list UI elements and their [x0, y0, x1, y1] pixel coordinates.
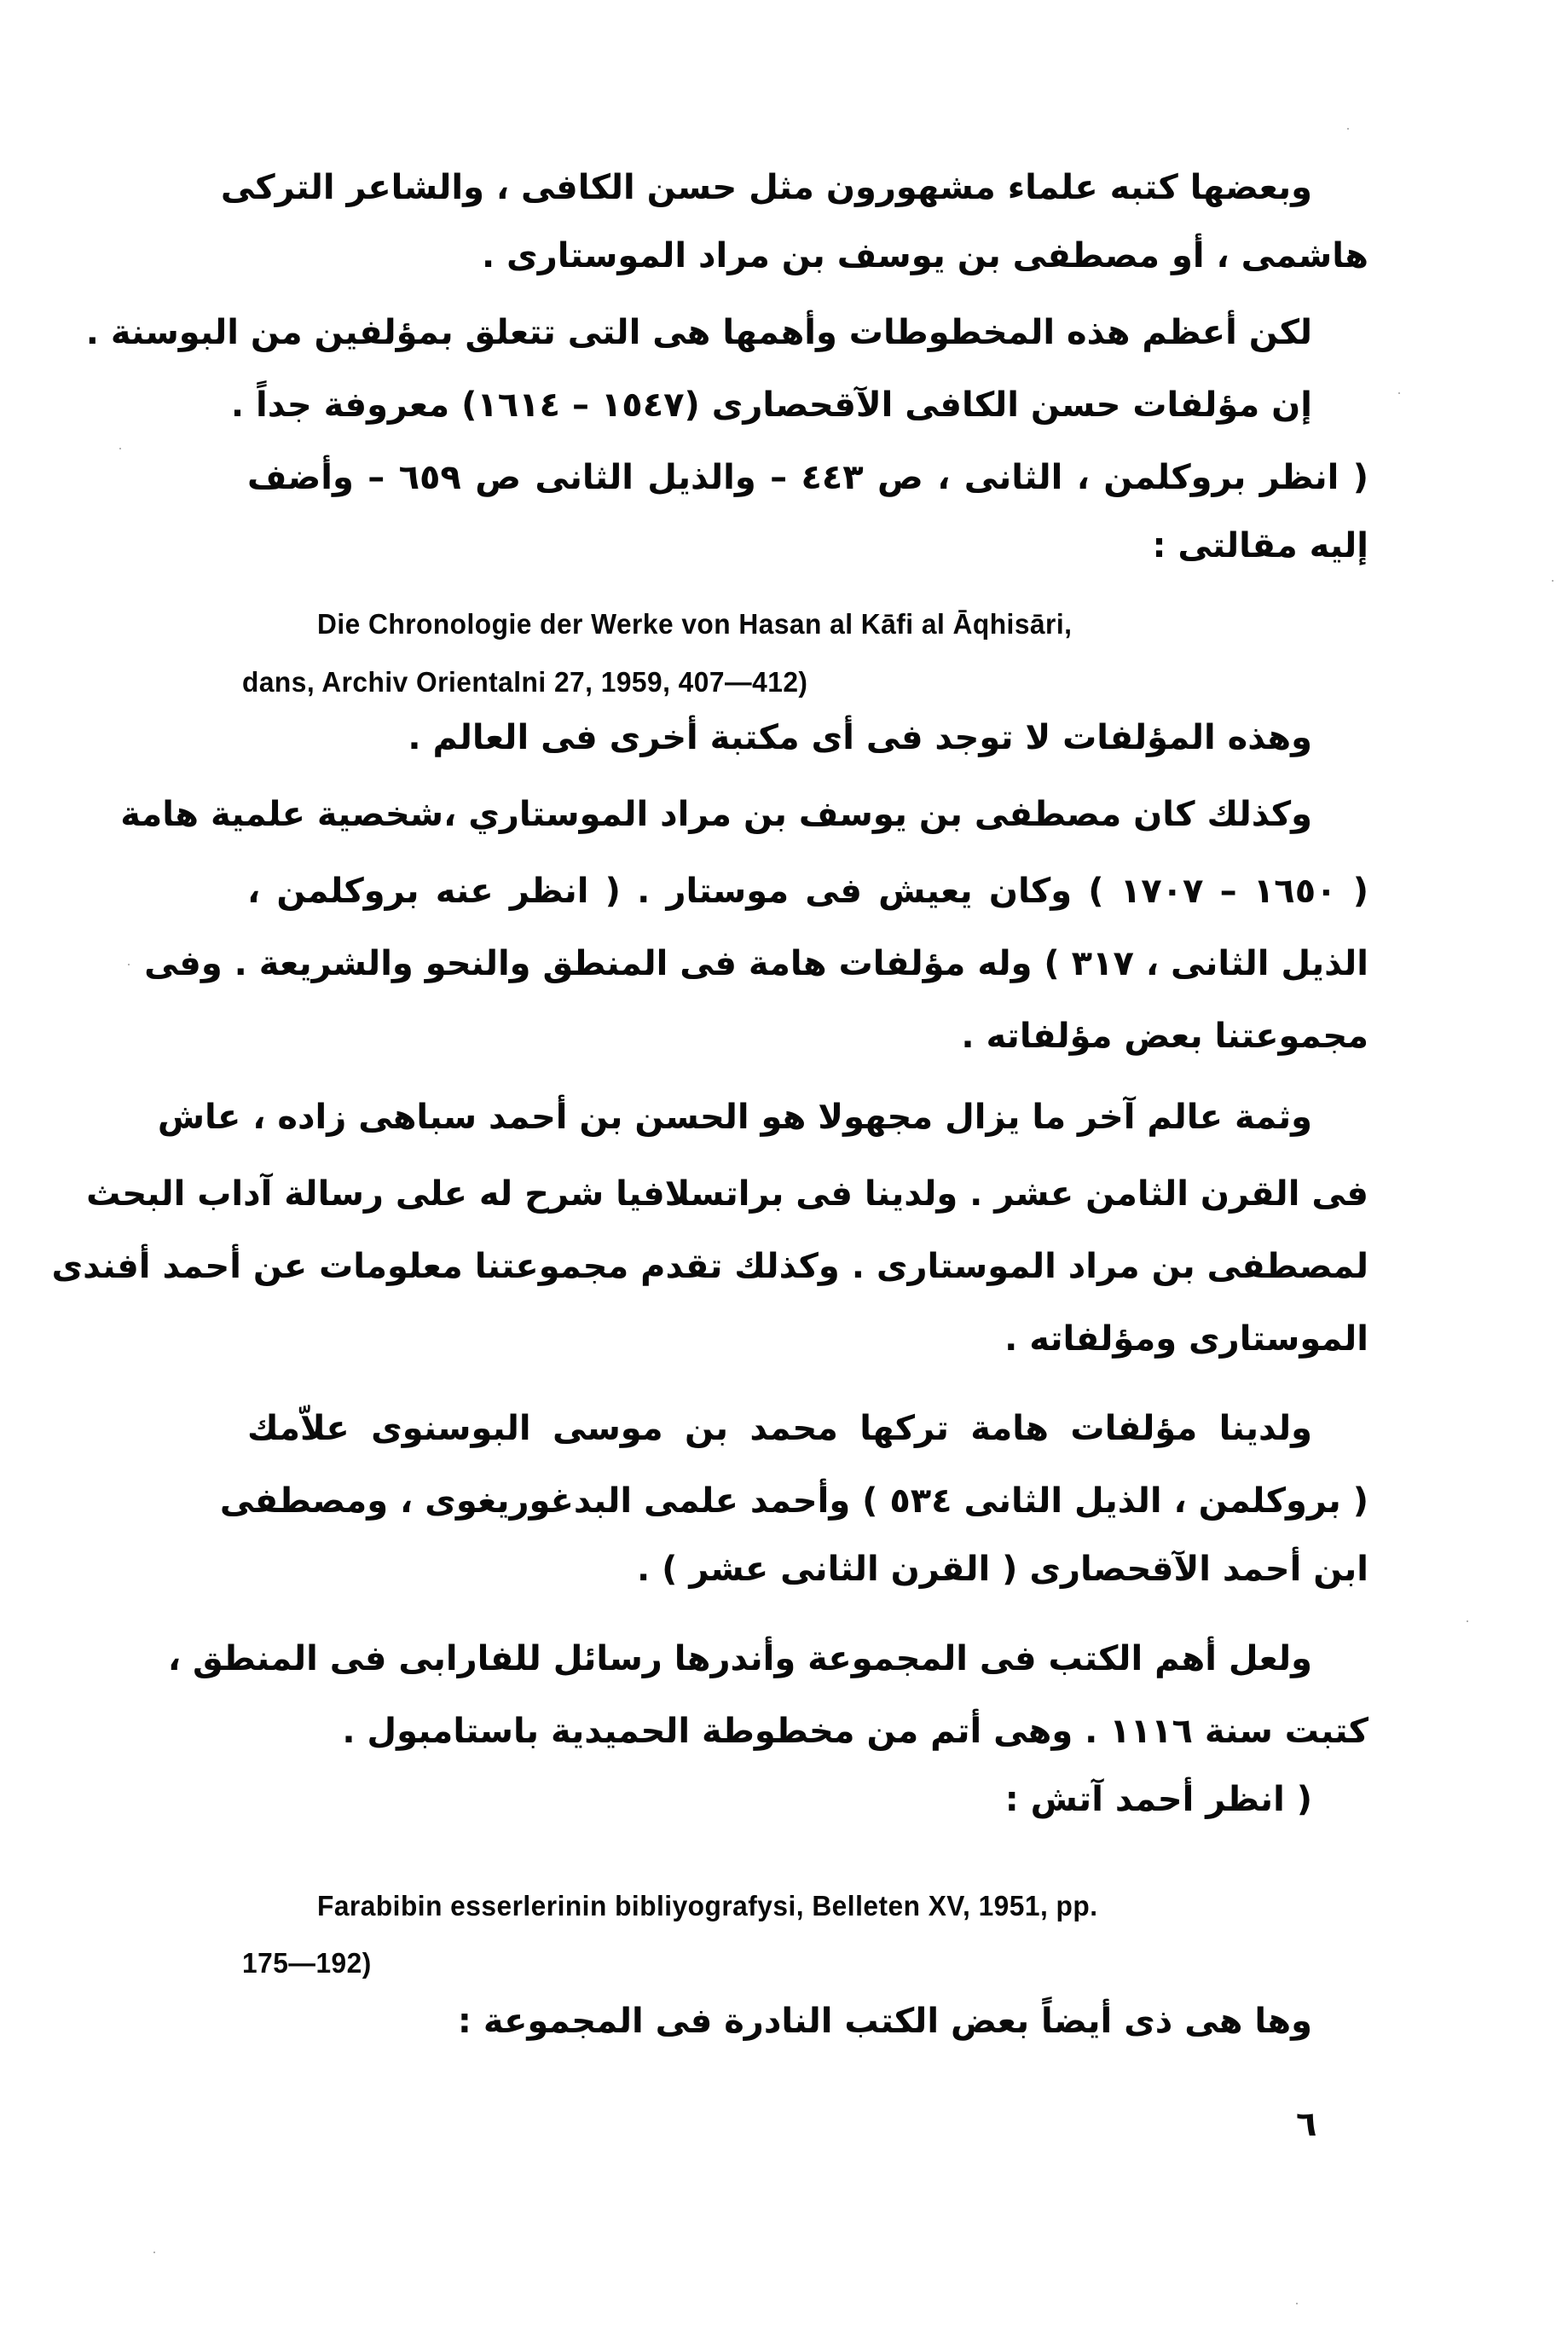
- page-number: ٦: [1296, 2105, 1317, 2144]
- text-line: فى القرن الثامن عشر . ولدينا فى براتسلافيا شرح له على رسالة آداب البحث: [86, 1174, 1368, 1214]
- scan-speck: [128, 964, 130, 965]
- text-line: وبعضها كتبه علماء مشهورون مثل حسن الكافى ، والشاعر التركى: [220, 168, 1312, 207]
- scan-speck: [1398, 392, 1400, 394]
- text-line: مجموعتنا بعض مؤلفاته .: [961, 1017, 1368, 1056]
- text-line: ولعل أهم الكتب فى المجموعة وأندرها رسائل للفارابى فى المنطق ،: [167, 1639, 1312, 1678]
- text-line: كتبت سنة ١١١٦ . وهى أتم من مخطوطة الحميدية باستامبول .: [342, 1712, 1368, 1751]
- scan-speck: [1552, 580, 1554, 582]
- citation-line: dans, Archiv Orientalni 27, 1959, 407—412): [242, 666, 808, 698]
- scan-speck: [1296, 2303, 1298, 2304]
- text-line: إليه مقالتى :: [1152, 526, 1368, 565]
- text-line: ( ١٦٥٠ – ١٧٠٧ ) وكان يعيش فى موستار . ( انظر عنه بروكلمن ،: [247, 872, 1368, 911]
- scan-speck: [1347, 128, 1349, 130]
- text-line: وثمة عالم آخر ما يزال مجهولا هو الحسن بن أحمد سباهى زاده ، عاش: [157, 1098, 1312, 1137]
- text-line: ولدينا مؤلفات هامة تركها محمد بن موسى البوسنوى علاّمك: [247, 1409, 1312, 1448]
- text-line: هاشمى ، أو مصطفى بن يوسف بن مراد الموستارى .: [481, 236, 1368, 275]
- scan-speck: [153, 2252, 155, 2253]
- text-line: وكذلك كان مصطفى بن يوسف بن مراد الموستاري ،شخصية علمية هامة: [120, 795, 1312, 834]
- text-line: لكن أعظم هذه المخطوطات وأهمها هى التى تتعلق بمؤلفين من البوسنة .: [85, 313, 1312, 352]
- citation-line: 175—192): [242, 1947, 372, 1979]
- scan-speck: [1467, 1620, 1468, 1622]
- text-line: ( انظر بروكلمن ، الثانى ، ص ٤٤٣ – والذيل الثانى ص ٦٥٩ – وأضف: [247, 458, 1368, 497]
- text-line: وهذه المؤلفات لا توجد فى أى مكتبة أخرى فى العالم .: [408, 718, 1312, 757]
- text-line: وها هى ذى أيضاً بعض الكتب النادرة فى المجموعة :: [457, 2002, 1312, 2041]
- text-line: الذيل الثانى ، ٣١٧ ) وله مؤلفات هامة فى المنطق والنحو والشريعة . وفى: [144, 944, 1368, 983]
- citation-line: Die Chronologie der Werke von Hasan al Kāfi al Āqhisāri,: [317, 608, 1073, 640]
- text-line: ( بروكلمن ، الذيل الثانى ٥٣٤ ) وأحمد علمى البدغوريغوى ، ومصطفى: [219, 1481, 1368, 1521]
- text-line: إن مؤلفات حسن الكافى الآقحصارى (١٥٤٧ – ١٦١٤) معروفة جداً .: [230, 385, 1312, 425]
- text-line: ابن أحمد الآقحصارى ( القرن الثانى عشر ) .: [636, 1550, 1368, 1589]
- text-line: ( انظر أحمد آتش :: [1004, 1780, 1312, 1819]
- scan-speck: [119, 448, 121, 449]
- citation-line: Farabibin esserlerinin bibliyografysi, Belleten XV, 1951, pp.: [317, 1890, 1098, 1921]
- text-line: الموستارى ومؤلفاته .: [1004, 1319, 1368, 1359]
- text-line: لمصطفى بن مراد الموستارى . وكذلك تقدم مجموعتنا معلومات عن أحمد أفندى: [51, 1247, 1368, 1286]
